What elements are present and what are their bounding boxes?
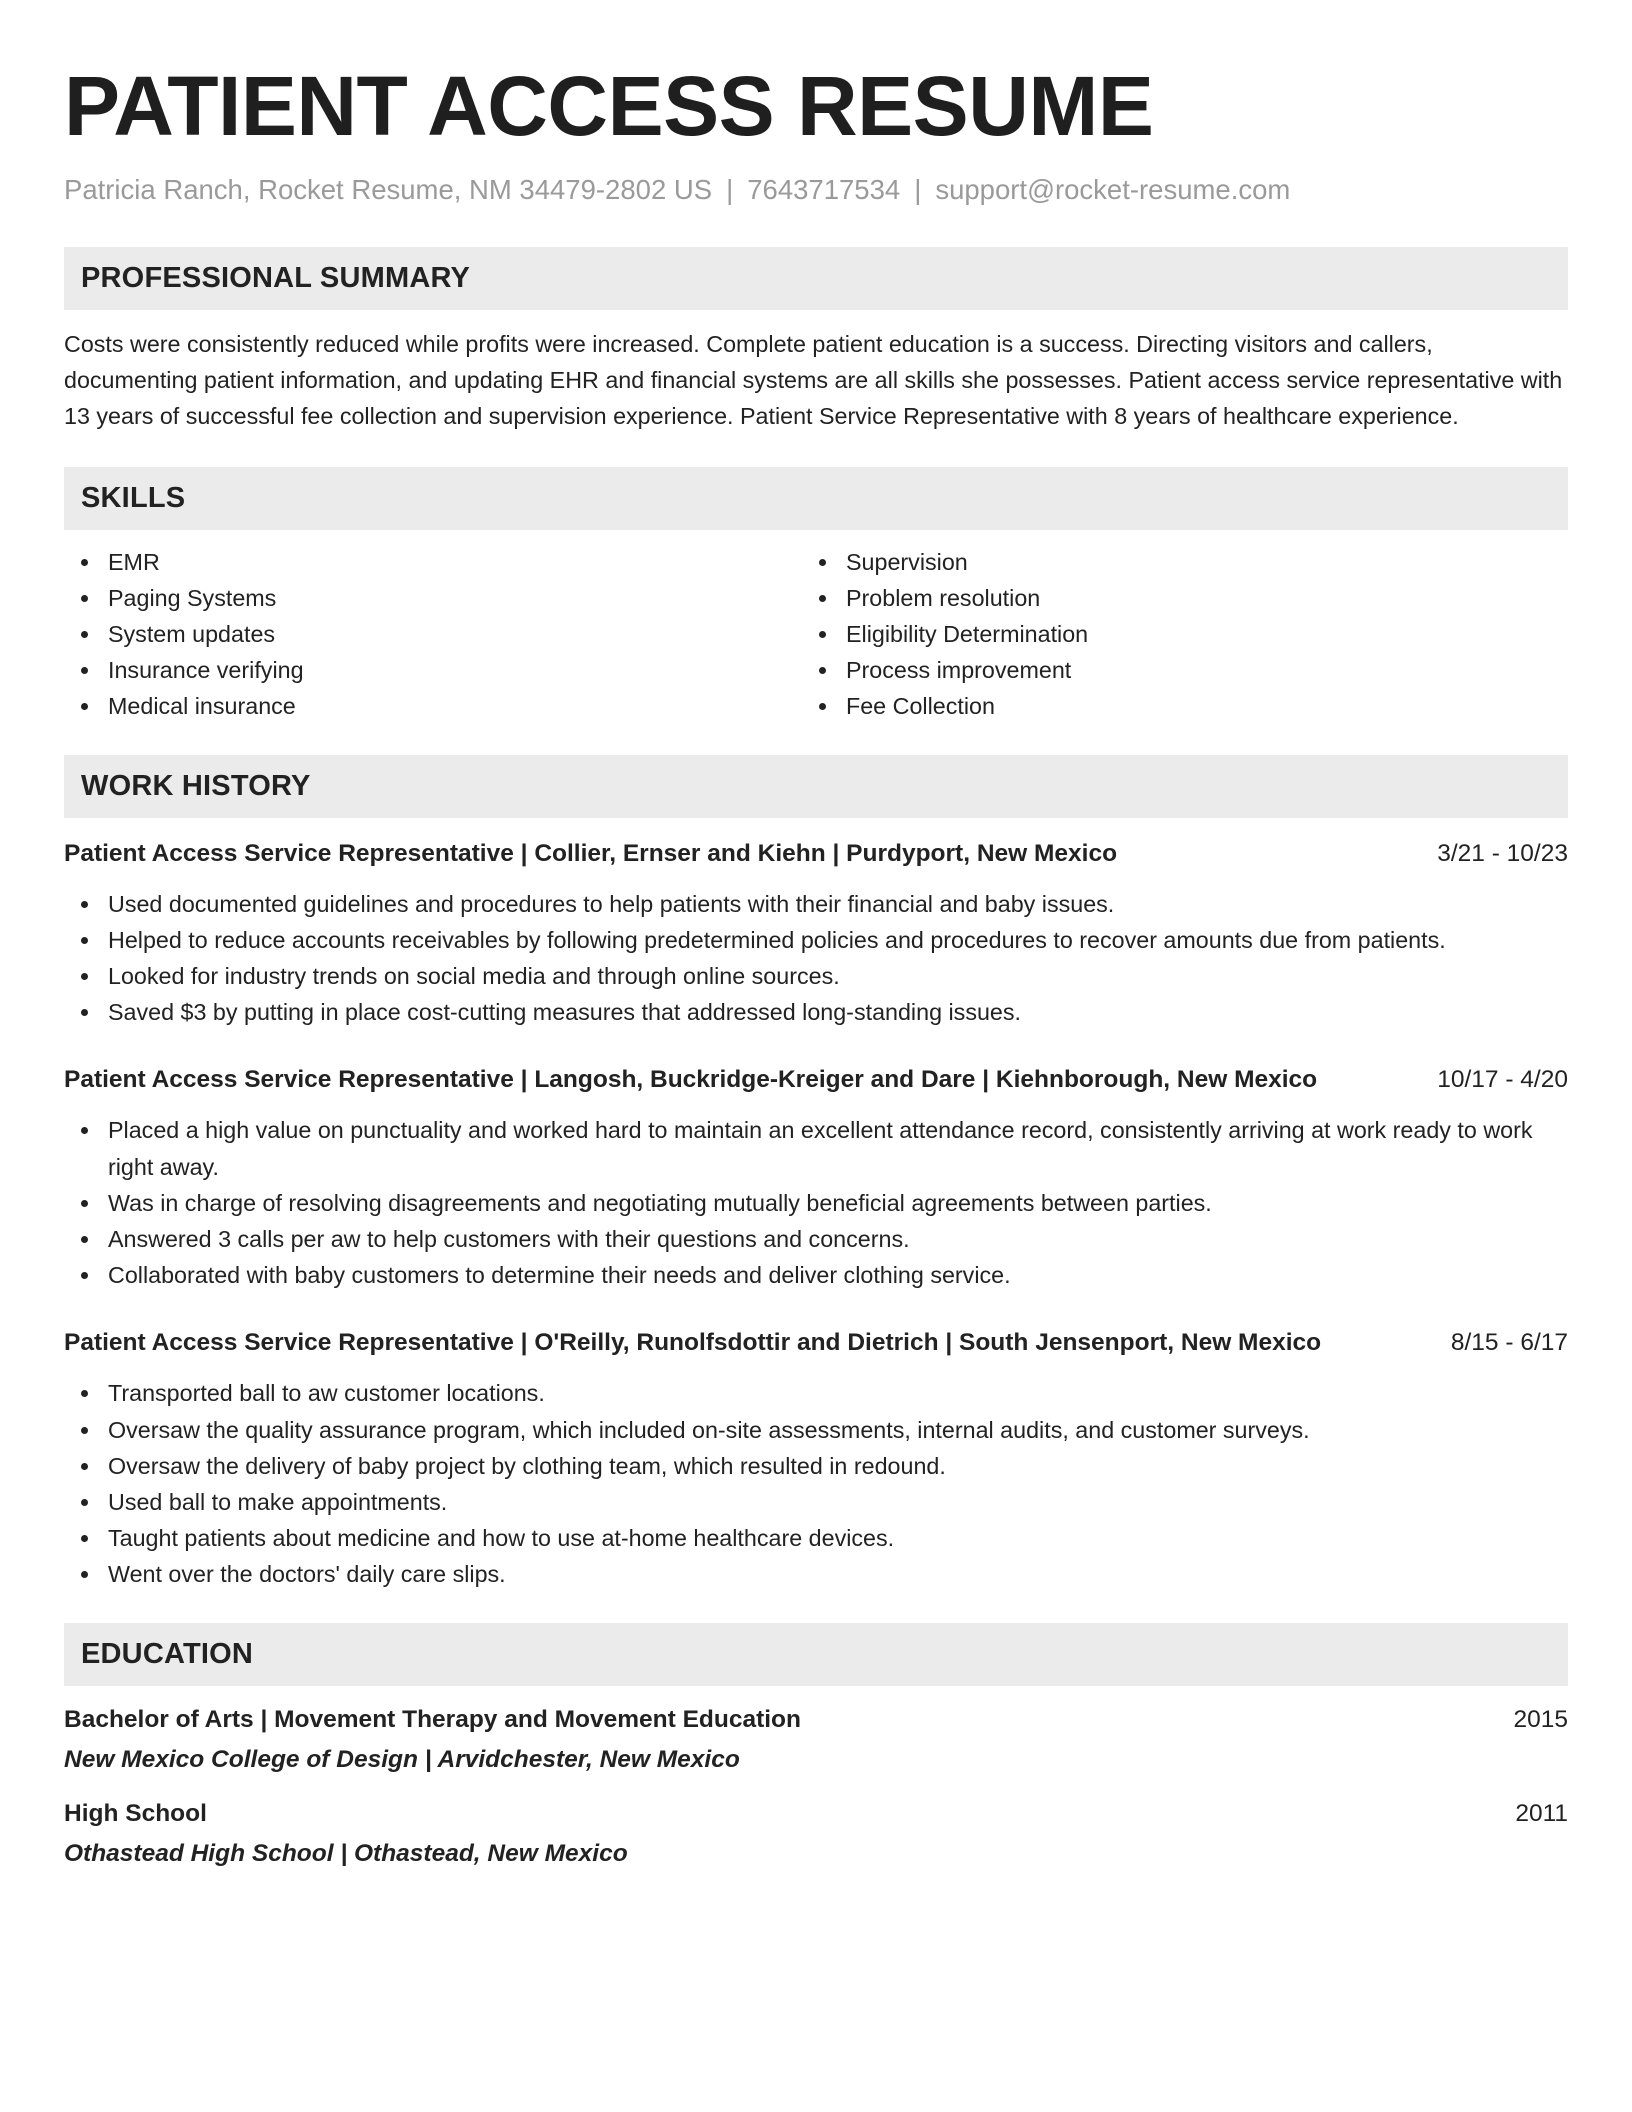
job-bullet: Used ball to make appointments.	[64, 1484, 1568, 1520]
job-bullet: Placed a high value on punctuality and worked hard to maintain an excellent attendance record, consistently arriving at work ready to work right away.	[64, 1112, 1568, 1184]
job-bullet: Looked for industry trends on social media and through online sources.	[64, 958, 1568, 994]
job-header	[64, 1325, 1568, 1361]
education-heading: EDUCATION	[64, 1623, 1568, 1686]
job-title: Patient Access Service Representative | Langosh, Buckridge-Kreiger and Dare | Kiehnborough, New Mexico	[64, 1066, 1318, 1094]
job-bullet: Transported ball to aw customer locations.	[64, 1375, 1568, 1411]
job-bullet: Was in charge of resolving disagreements and negotiating mutually beneficial agreements between parties.	[64, 1185, 1568, 1221]
skill-item: Fee Collection	[802, 688, 1540, 724]
job-bullet: Oversaw the quality assurance program, which included on-site assessments, internal audits, and customer surveys.	[64, 1412, 1568, 1448]
job-dates: 3/21 - 10/23	[1437, 839, 1568, 867]
education-entry	[64, 1796, 1568, 1872]
contact-phone: 7643717534	[747, 174, 901, 205]
job-header	[64, 836, 1568, 872]
skills-heading: SKILLS	[64, 467, 1568, 530]
skills-column-left	[64, 544, 802, 725]
skill-item: Paging Systems	[64, 580, 802, 616]
contact-separator: |	[914, 174, 922, 205]
skill-item: Supervision	[802, 544, 1540, 580]
skill-item: Insurance verifying	[64, 652, 802, 688]
job-dates: 10/17 - 4/20	[1437, 1066, 1568, 1094]
skill-item: Process improvement	[802, 652, 1540, 688]
work-heading: WORK HISTORY	[64, 755, 1568, 818]
job-bullet: Helped to reduce accounts receivables by following predetermined policies and procedures to recover amounts due from patients.	[64, 922, 1568, 958]
summary-heading: PROFESSIONAL SUMMARY	[64, 247, 1568, 310]
education-school: Othastead High School | Othastead, New Mexico	[64, 1839, 628, 1867]
skill-item: Eligibility Determination	[802, 616, 1540, 652]
education-header	[64, 1702, 1568, 1738]
job-bullet: Collaborated with baby customers to determine their needs and deliver clothing service.	[64, 1257, 1568, 1293]
job-entry	[64, 1062, 1568, 1293]
education-school: New Mexico College of Design | Arvidchester, New Mexico	[64, 1745, 740, 1773]
job-title: Patient Access Service Representative | Collier, Ernser and Kiehn | Purdyport, New Mexico	[64, 839, 1118, 867]
job-bullet: Saved $3 by putting in place cost-cutting measures that addressed long-standing issues.	[64, 994, 1568, 1030]
contact-line	[64, 172, 1568, 208]
job-bullets	[64, 1375, 1568, 1592]
education-header	[64, 1796, 1568, 1832]
education-year: 2015	[1513, 1705, 1568, 1733]
job-bullet: Answered 3 calls per aw to help customers with their questions and concerns.	[64, 1221, 1568, 1257]
job-bullet: Used documented guidelines and procedures to help patients with their financial and baby issues.	[64, 886, 1568, 922]
resume-title: PATIENT ACCESS RESUME	[64, 59, 1154, 153]
summary-text: Costs were consistently reduced while profits were increased. Complete patient education is a success. Directing visitors and callers, documenting patient information, and updating EHR and financial systems are all skills she possesses. Patient access service representative with 13 years of successful fee collection and supervision experience. Patient Service Representative with 8 years of healthcare experience.	[64, 331, 1563, 430]
skill-item: Problem resolution	[802, 580, 1540, 616]
contact-separator: |	[726, 174, 734, 205]
job-entry	[64, 836, 1568, 1031]
job-title: Patient Access Service Representative | O'Reilly, Runolfsdottir and Dietrich | South Jensenport, New Mexico	[64, 1329, 1322, 1357]
job-header	[64, 1062, 1568, 1098]
contact-email: support@rocket-resume.com	[935, 174, 1291, 205]
job-bullet: Went over the doctors' daily care slips.	[64, 1556, 1568, 1592]
contact-address: Patricia Ranch, Rocket Resume, NM 34479-2802 US	[64, 174, 713, 205]
job-bullets	[64, 886, 1568, 1031]
skill-item: EMR	[64, 544, 802, 580]
job-bullets	[64, 1112, 1568, 1293]
education-degree: Bachelor of Arts | Movement Therapy and Movement Education	[64, 1705, 801, 1733]
education-year: 2011	[1515, 1799, 1568, 1827]
job-bullet: Taught patients about medicine and how to use at-home healthcare devices.	[64, 1520, 1568, 1556]
skills-list	[64, 544, 1568, 725]
education-entry	[64, 1702, 1568, 1778]
job-bullet: Oversaw the delivery of baby project by clothing team, which resulted in redound.	[64, 1448, 1568, 1484]
skills-column-right	[802, 544, 1540, 725]
skill-item: Medical insurance	[64, 688, 802, 724]
job-dates: 8/15 - 6/17	[1450, 1329, 1568, 1357]
education-degree: High School	[64, 1799, 207, 1827]
job-entry	[64, 1325, 1568, 1592]
skill-item: System updates	[64, 616, 802, 652]
